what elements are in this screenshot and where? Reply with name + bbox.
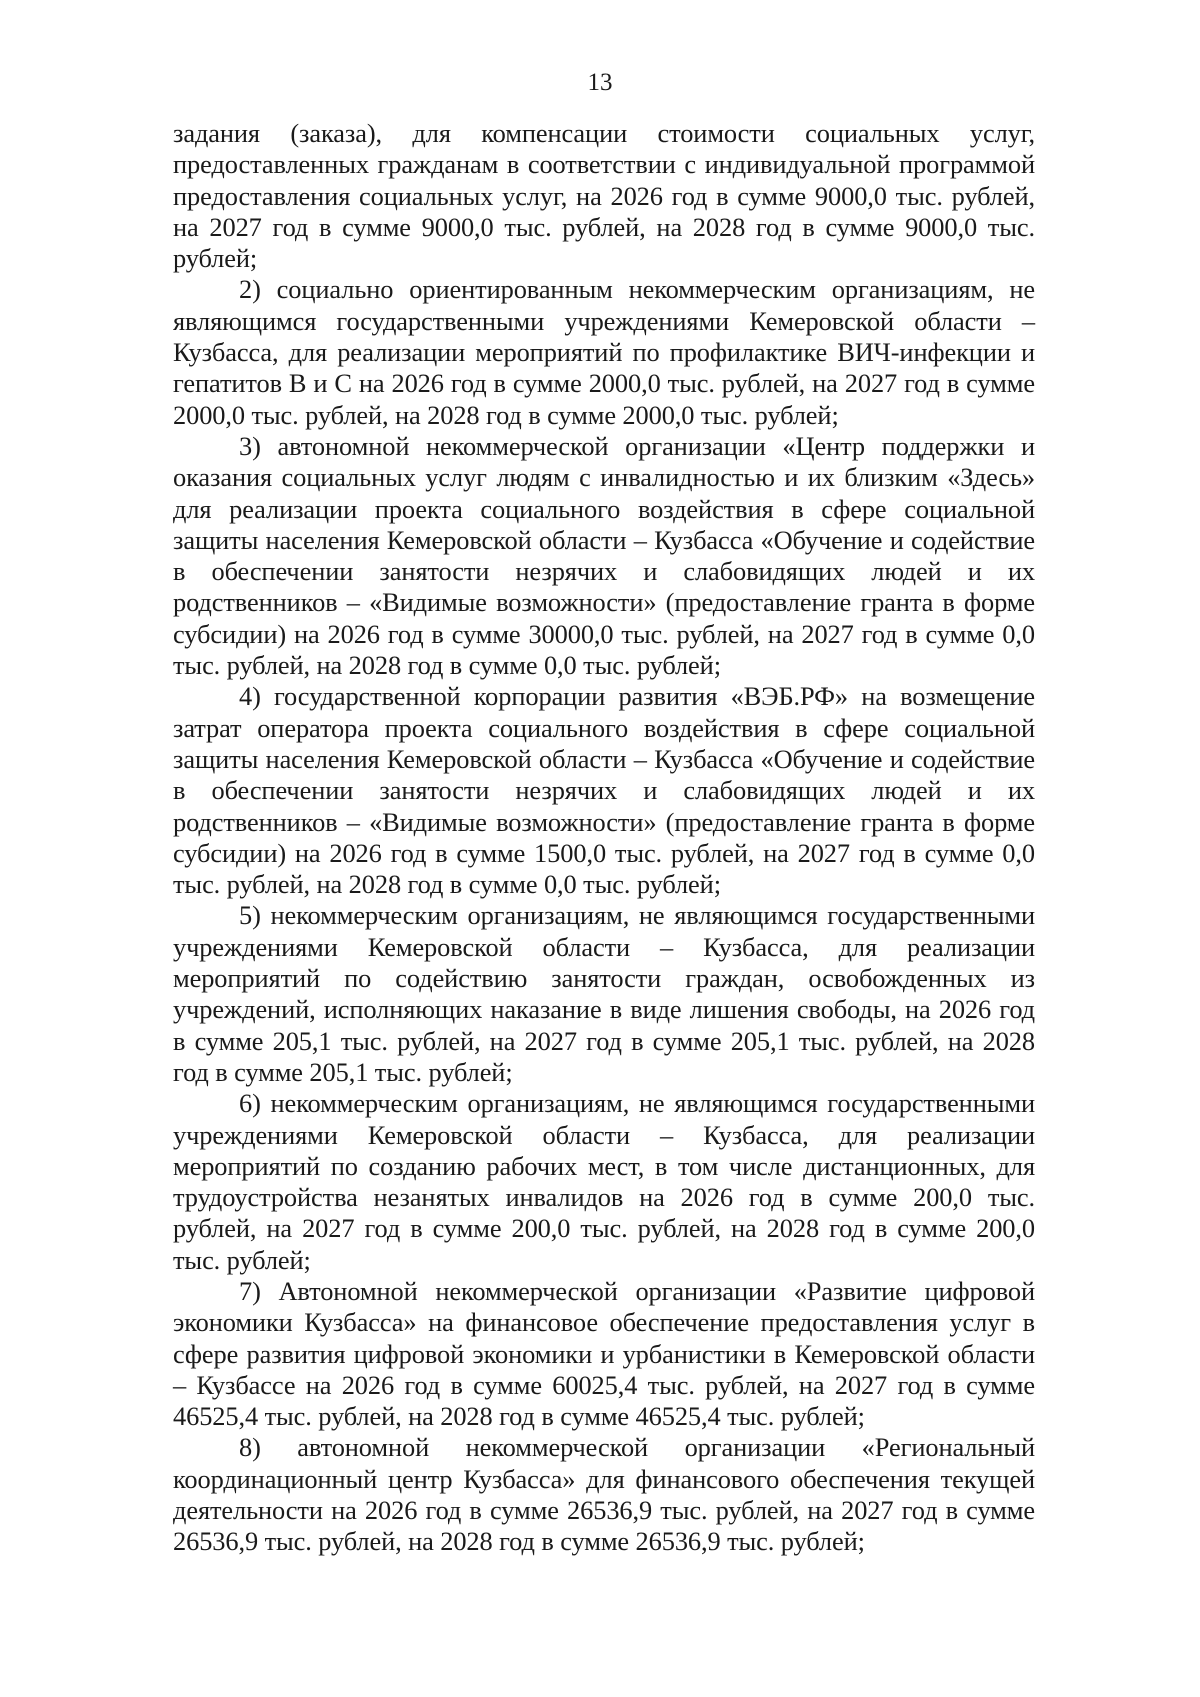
paragraph-item-8: 8) автономной некоммерческой организации «Региональный координационный центр Кузбасса» для финансового обеспечения текущей деятельности на 2026 год в сумме 26536,9 тыс. рублей, на 2027 год в сумме 26536,9 тыс. рублей, на 2028 год в сумме 26536,9 тыс. рублей; [173,1432,1035,1557]
paragraph-continuation: задания (заказа), для компенсации стоимости социальных услуг, предоставленных гражданам в соответствии с индивидуальной программой предоставления социальных услуг, на 2026 год в сумме 9000,0 тыс. рублей, на 2027 год в сумме 9000,0 тыс. рублей, на 2028 год в сумме 9000,0 тыс. рублей; [173,118,1035,274]
paragraph-item-4: 4) государственной корпорации развития «ВЭБ.РФ» на возмещение затрат оператора проекта социального воздействия в сфере социальной защиты населения Кемеровской области – Кузбасса «Обучение и содействие в обеспечении занятости незрячих и слабовидящих людей и их родственников – «Видимые возможности» (предоставление гранта в форме субсидии) на 2026 год в сумме 1500,0 тыс. рублей, на 2027 год в сумме 0,0 тыс. рублей, на 2028 год в сумме 0,0 тыс. рублей; [173,681,1035,900]
paragraph-item-6: 6) некоммерческим организациям, не являющимся государственными учреждениями Кемеровской области – Кузбасса, для реализации мероприятий по созданию рабочих мест, в том числе дистанционных, для трудоустройства незанятых инвалидов на 2026 год в сумме 200,0 тыс. рублей, на 2027 год в сумме 200,0 тыс. рублей, на 2028 год в сумме 200,0 тыс. рублей; [173,1088,1035,1275]
paragraph-item-7: 7) Автономной некоммерческой организации «Развитие цифровой экономики Кузбасса» на финансовое обеспечение предоставления услуг в сфере развития цифровой экономики и урбанистики в Кемеровской области – Кузбассе на 2026 год в сумме 60025,4 тыс. рублей, на 2027 год в сумме 46525,4 тыс. рублей, на 2028 год в сумме 46525,4 тыс. рублей; [173,1275,1035,1432]
document-body [173,118,1035,1558]
paragraph-item-3: 3) автономной некоммерческой организации «Центр поддержки и оказания социальных услуг людям с инвалидностью и их близким «Здесь» для реализации проекта социального воздействия в сфере социальной защиты населения Кемеровской области – Кузбасса «Обучение и содействие в обеспечении занятости незрячих и слабовидящих людей и их родственников – «Видимые возможности» (предоставление гранта в форме субсидии) на 2026 год в сумме 30000,0 тыс. рублей, на 2027 год в сумме 0,0 тыс. рублей, на 2028 год в сумме 0,0 тыс. рублей; [173,430,1035,681]
paragraph-item-5: 5) некоммерческим организациям, не являющимся государственными учреждениями Кемеровской области – Кузбасса, для реализации мероприятий по содействию занятости граждан, освобожденных из учреждений, исполняющих наказание в виде лишения свободы, на 2026 год в сумме 205,1 тыс. рублей, на 2027 год в сумме 205,1 тыс. рублей, на 2028 год в сумме 205,1 тыс. рублей; [173,900,1035,1087]
paragraph-item-2: 2) социально ориентированным некоммерческим организациям, не являющимся государственными учреждениями Кемеровской области – Кузбасса, для реализации мероприятий по профилактике ВИЧ-инфекции и гепатитов В и С на 2026 год в сумме 2000,0 тыс. рублей, на 2027 год в сумме 2000,0 тыс. рублей, на 2028 год в сумме 2000,0 тыс. рублей; [173,274,1035,430]
page-number: 13 [587,69,613,96]
